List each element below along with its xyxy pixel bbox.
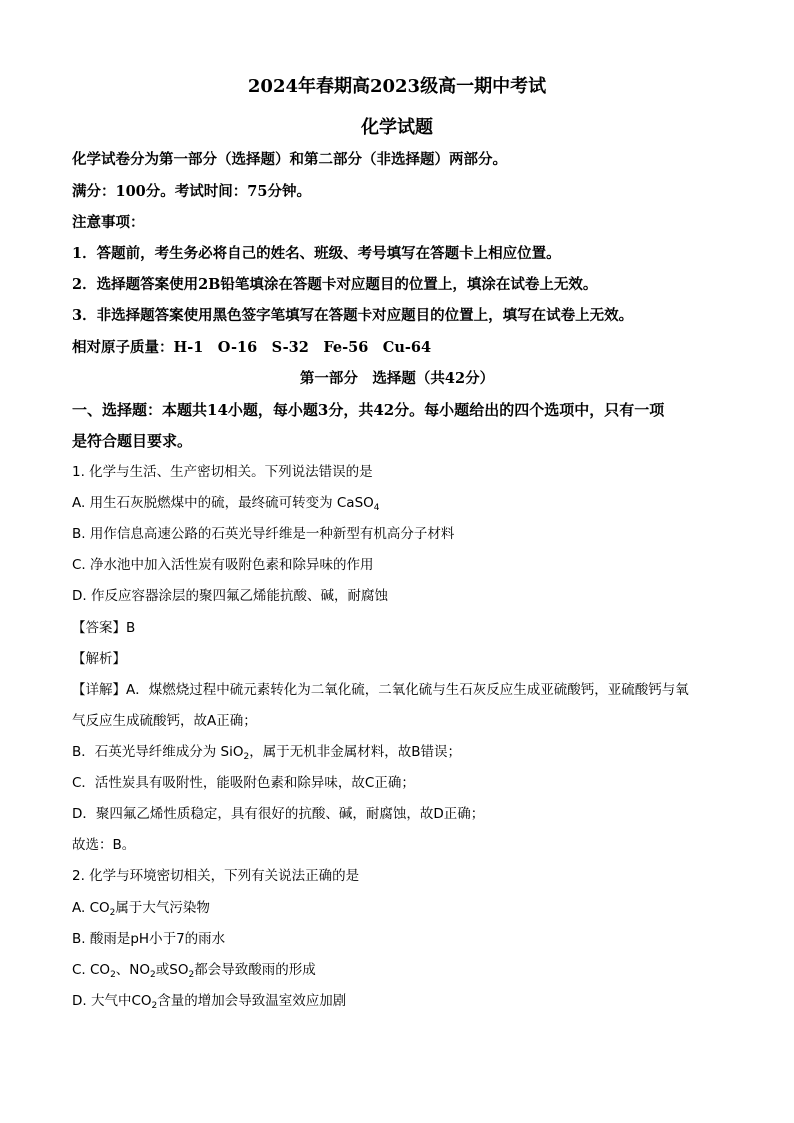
q2-option-d-suffix: 含量的增加会导致温室效应加剧	[157, 993, 347, 1009]
q1-detail-b-text: B．石英光导纤维成分为 SiO	[72, 744, 244, 760]
q2-option-c-subscript3: 2	[188, 970, 195, 980]
q1-option-a	[72, 493, 732, 518]
atomic-masses: 相对原子质量：H-1 O-16 S-32 Fe-56 Cu-64	[72, 339, 432, 356]
q2-option-c-part2: 、NO	[115, 962, 151, 978]
part1-instruction-line1: 一、选择题：本题共14小题，每小题3分，共42分。每小题给出的四个选项中，只有一项	[72, 401, 665, 419]
q1-answer: 【答案】B	[72, 620, 136, 636]
part1-heading: 第一部分 选择题（共42分）	[299, 370, 495, 387]
exam-title: 2024年春期高2023级高一期中考试	[247, 76, 547, 97]
q1-detail-b-suffix: ，属于无机非金属材料，故B错误；	[249, 744, 461, 760]
q2-option-c-part3: 或SO	[155, 962, 189, 978]
q2-option-d-text: D. 大气中CO	[72, 993, 152, 1009]
q1-detail-line1: 【详解】A．煤燃烧过程中硫元素转化为二氧化硫，二氧化硫与生石灰反应生成亚硫酸钙，亚硫酸钙与氧	[72, 682, 689, 698]
q1-option-c: C. 净水池中加入活性炭有吸附色素和除异味的作用	[72, 557, 374, 573]
intro-structure: 化学试卷分为第一部分（选择题）和第二部分（非选择题）两部分。	[72, 151, 507, 168]
q1-option-a-text: A. 用生石灰脱燃煤中的硫，最终硫可转变为 CaSO	[72, 495, 374, 511]
q2-option-d	[72, 991, 732, 1016]
q1-detail-line2: 气反应生成硫酸钙，故A正确；	[72, 713, 257, 729]
q1-analysis-label: 【解析】	[72, 651, 126, 667]
q1-detail-b	[72, 742, 732, 767]
q2-option-d-subscript: 2	[151, 1001, 158, 1011]
q1-detail-b-subscript: 2	[243, 752, 250, 762]
part1-instruction-line2: 是符合题目要求。	[72, 432, 193, 450]
note-2: 2．选择题答案使用2B铅笔填涂在答题卡对应题目的位置上，填涂在试卷上无效。	[72, 276, 598, 293]
q2-stem: 2. 化学与环境密切相关，下列有关说法正确的是	[72, 868, 360, 884]
q1-option-b: B. 用作信息高速公路的石英光导纤维是一种新型有机高分子材料	[72, 526, 455, 542]
q1-option-a-subscript: 4	[373, 503, 380, 513]
q2-option-b: B. 酸雨是pH小于7的雨水	[72, 931, 226, 947]
q2-option-a-subscript: 2	[109, 908, 116, 918]
note-3: 3．非选择题答案使用黑色签字笔填写在答题卡对应题目的位置上，填写在试卷上无效。	[72, 307, 634, 324]
q1-conclusion: 故选：B。	[72, 837, 136, 853]
subject-title: 化学试题	[361, 117, 433, 138]
intro-score-time: 满分：100分。考试时间：75分钟。	[72, 183, 311, 200]
q2-option-a-text: A. CO	[72, 900, 110, 916]
q2-option-a	[72, 898, 732, 923]
q2-option-c-subscript1: 2	[110, 970, 116, 980]
q1-option-d: D. 作反应容器涂层的聚四氟乙烯能抗酸、碱，耐腐蚀	[72, 588, 388, 604]
q2-option-a-suffix: 属于大气污染物	[115, 900, 210, 916]
q2-option-c-part1: C. CO	[72, 962, 111, 978]
q2-option-c	[72, 960, 732, 985]
q1-detail-c: C．活性炭具有吸附性，能吸附色素和除异味，故C正确；	[72, 775, 415, 791]
notes-heading: 注意事项：	[72, 214, 145, 231]
q2-option-c-part4: 都会导致酸雨的形成	[194, 962, 316, 978]
q2-option-c-subscript2: 2	[150, 970, 156, 980]
note-1: 1．答题前，考生务必将自己的姓名、班级、考号填写在答题卡上相应位置。	[72, 245, 561, 262]
q1-detail-d: D．聚四氟乙烯性质稳定，具有很好的抗酸、碱，耐腐蚀，故D正确；	[72, 806, 485, 822]
q1-stem: 1. 化学与生活、生产密切相关。下列说法错误的是	[72, 464, 373, 480]
